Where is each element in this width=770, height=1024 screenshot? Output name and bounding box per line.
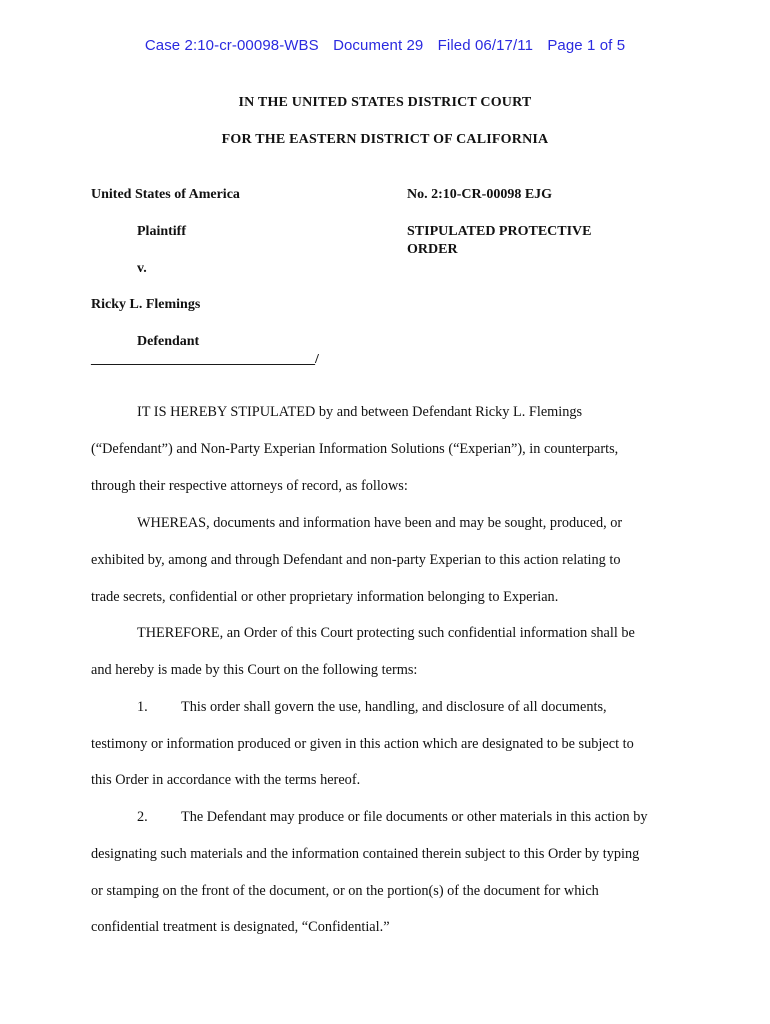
- body-line: The Defendant may produce or file documents or other materials in this action by: [181, 809, 648, 825]
- body-line: this Order in accordance with the terms hereof.: [91, 772, 361, 788]
- body-line: or stamping on the front of the document, or on the portion(s) of the document for which: [91, 883, 599, 899]
- body-line: WHEREAS, documents and information have been and may be sought, produced, or: [137, 515, 623, 531]
- filed-date: Filed 06/17/11: [437, 37, 534, 54]
- body-line: designating such materials and the information contained therein subject to this Order by typing: [91, 846, 640, 862]
- body-line: trade secrets, confidential or other proprietary information belonging to Experian.: [91, 589, 559, 605]
- body-line: through their respective attorneys of record, as follows:: [91, 478, 408, 494]
- plaintiff-role: Plaintiff: [137, 224, 186, 239]
- document-number: Document 29: [333, 37, 424, 54]
- court-title: IN THE UNITED STATES DISTRICT COURT: [238, 95, 532, 110]
- document-title-line1: STIPULATED PROTECTIVE: [407, 224, 592, 239]
- document-title-line2: ORDER: [407, 242, 458, 257]
- body-line: and hereby is made by this Court on the following terms:: [91, 662, 418, 678]
- body-line: (“Defendant”) and Non-Party Experian Information Solutions (“Experian”), in counterparts,: [91, 441, 619, 457]
- defendant-name: Ricky L. Flemings: [91, 297, 201, 312]
- body-line: confidential treatment is designated, “Confidential.”: [91, 919, 390, 935]
- docket-number: No. 2:10-CR-00098 EJG: [407, 187, 553, 202]
- defendant-role: Defendant: [137, 334, 200, 349]
- body-line: THEREFORE, an Order of this Court protecting such confidential information shall be: [137, 625, 635, 641]
- body-line: exhibited by, among and through Defendant and non-party Experian to this action relating to: [91, 552, 621, 568]
- case-number: Case 2:10-cr-00098-WBS: [144, 37, 319, 54]
- district-title: FOR THE EASTERN DISTRICT OF CALIFORNIA: [221, 132, 549, 147]
- ecf-header: [0, 37, 770, 54]
- versus: v.: [137, 261, 147, 276]
- caption-rule: ________________________________/: [91, 352, 319, 367]
- body-line: This order shall govern the use, handling, and disclosure of all documents,: [181, 699, 607, 715]
- body-line: testimony or information produced or given in this action which are designated to be subject to: [91, 736, 634, 752]
- paragraph-number: 1.: [137, 699, 148, 715]
- body-line: IT IS HEREBY STIPULATED by and between Defendant Ricky L. Flemings: [137, 404, 583, 420]
- page-number: Page 1 of 5: [547, 37, 626, 54]
- plaintiff-name: United States of America: [91, 187, 240, 202]
- paragraph-number: 2.: [137, 809, 148, 825]
